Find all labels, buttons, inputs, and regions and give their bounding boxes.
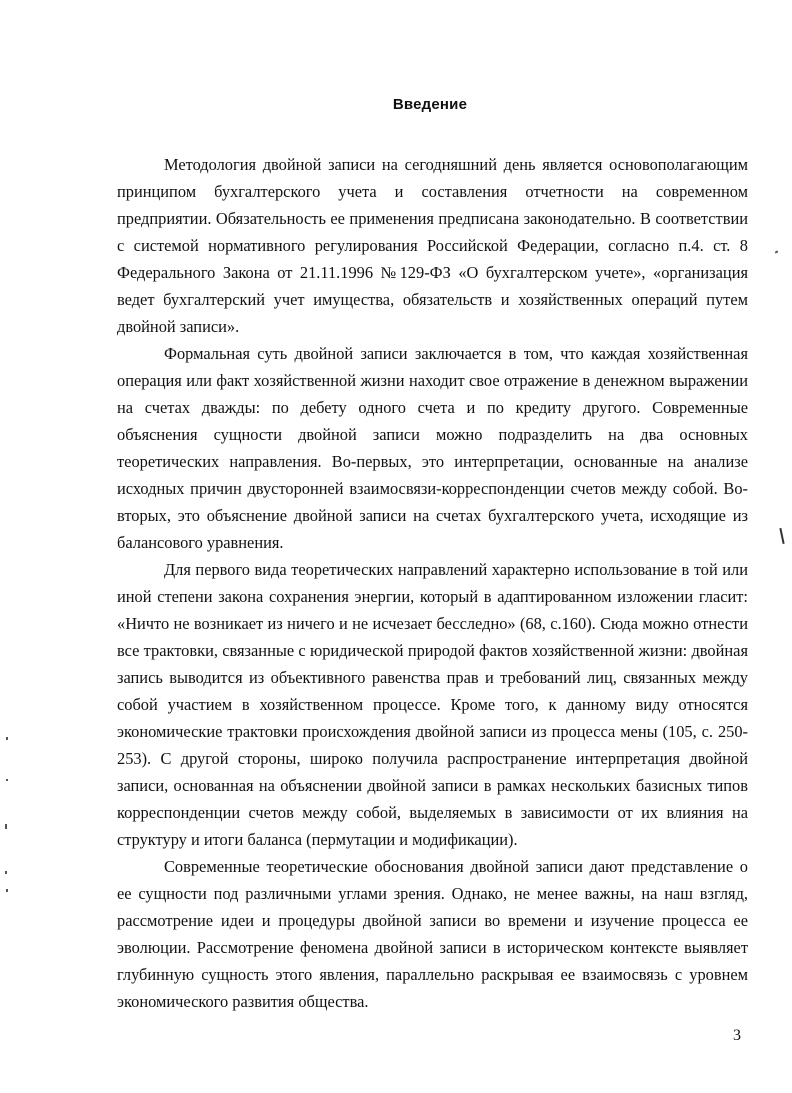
scan-artifact-mark bbox=[779, 528, 784, 544]
scan-artifact-dot bbox=[6, 737, 8, 740]
scan-artifact-dot bbox=[5, 871, 7, 874]
scan-artifact-dot bbox=[5, 824, 7, 829]
scan-artifact-dot bbox=[6, 889, 8, 892]
paragraph-3: Для первого вида теоретических направлений характерно использование в той или иной степени закона сохранения энергии, который в адаптированном изложении гласит: «Ничто не возникает из ничего и не исчезает бесследно» (68, с.160). Сюда можно отнести все трактовки, связанные с юридической природой фактов хозяйственной жизни: двойная запись выводится из объективного равенства прав и требований лиц, связанных между собой участием в хозяйственном процессе. Кроме того, к данному виду относятся экономические трактовки происхождения двойной записи из процесса мены (105, с. 250-253). С другой стороны, широко получила распространение интерпретация двойной записи, основанная на объяснении двойной записи в рамках нескольких базисных типов корреспонденции счетов между собой, выделяемых в зависимости от их влияния на структуру и итоги баланса (пермутации и модификации). bbox=[117, 560, 748, 849]
scan-artifact-mark bbox=[775, 250, 779, 253]
paragraph-1: Методология двойной записи на сегодняшний день является основополагающим принципом бухгалтерского учета и составления отчетности на современном предприятии. Обязательность ее применения предписана законодательно. В соответствии с системой нормативного регулирования Российской Федерации, согласно п.4. ст. 8 Федерального Закона от 21.11.1996 №129-ФЗ «О бухгалтерском учете», «организация ведет бухгалтерский учет имущества, обязательств и хозяйственных операций путем двойной записи». bbox=[117, 155, 748, 336]
body-text bbox=[117, 151, 748, 1015]
paragraph-4: Современные теоретические обоснования двойной записи дают представление о ее сущности под различными углами зрения. Однако, не менее важны, на наш взгляд, рассмотрение идеи и процедуры двойной записи во времени и изучение процесса ее эволюции. Рассмотрение феномена двойной записи в историческом контексте выявляет глубинную сущность этого явления, параллельно раскрывая ее взаимосвязь с уровнем экономического развития общества. bbox=[117, 857, 748, 1011]
paragraph-2: Формальная суть двойной записи заключается в том, что каждая хозяйственная операция или факт хозяйственной жизни находит свое отражение в денежном выражении на счетах дважды: по дебету одного счета и по кредиту другого. Современные объяснения сущности двойной записи можно подразделить на два основных теоретических направления. Во-первых, это интерпретации, основанные на анализе исходных причин двусторонней взаимосвязи-корреспонденции счетов между собой. Во-вторых, это объяснение двойной записи на счетах бухгалтерского учета, исходящие из балансового уравнения. bbox=[117, 344, 748, 552]
scan-artifact-dot bbox=[6, 779, 8, 781]
page-number: 3 bbox=[733, 1027, 741, 1044]
page-title: Введение bbox=[392, 96, 468, 113]
